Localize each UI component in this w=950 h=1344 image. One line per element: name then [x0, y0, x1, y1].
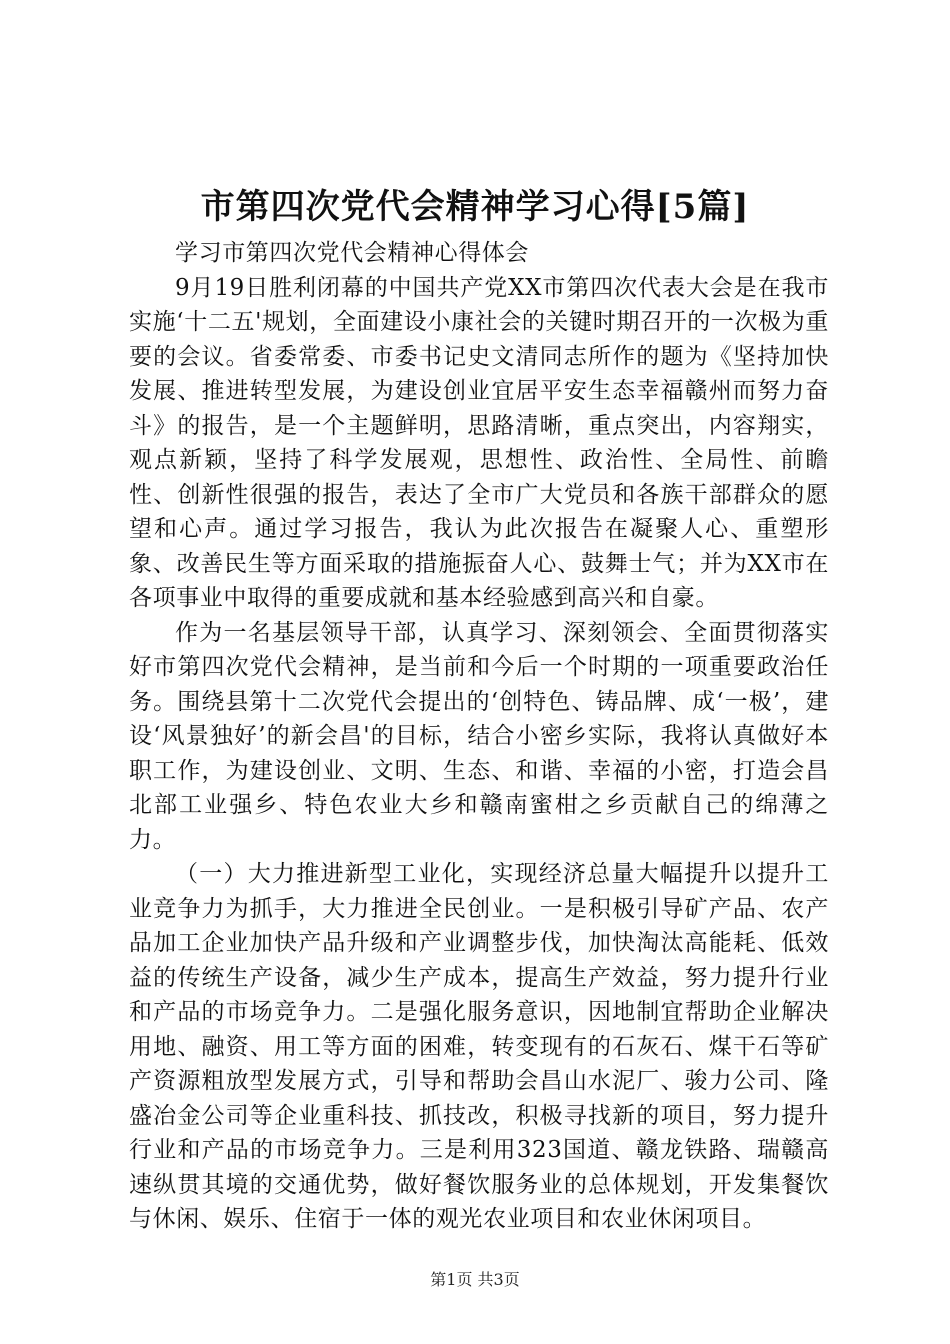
- paragraph-1: 9月19日胜利闭幕的中国共产党XX市第四次代表大会是在我市实施‘十二五'规划，全面建设小康社会的关键时期召开的一次极为重要的会议。省委常委、市委书记史文清同志所作的题为《坚持加快发展、推进转型发展，为建设创业宜居平安生态幸福赣州而努力奋斗》的报告，是一个主题鲜明，思路清晰，重点突出，内容翔实，观点新颖，坚持了科学发展观，思想性、政治性、全局性、前瞻性、创新性很强的报告，表达了全市广大党员和各族干部群众的愿望和心声。通过学习报告，我认为此次报告在凝聚人心、重塑形象、改善民生等方面采取的措施振奋人心、鼓舞士气；并为XX市在各项事业中取得的重要成就和基本经验感到高兴和自豪。: [129, 274, 829, 611]
- paragraph-2: 作为一名基层领导干部，认真学习、深刻领会、全面贯彻落实好市第四次党代会精神，是当前和今后一个时期的一项重要政治任务。围绕县第十二次党代会提出的‘创特色、铸品牌、成‘一极’，建设‘风景独好’的新会昌'的目标，结合小密乡实际，我将认真做好本职工作，为建设创业、文明、生态、和谐、幸福的小密，打造会昌北部工业强乡、特色农业大乡和赣南蜜柑之乡贡献自己的绵薄之力。: [129, 619, 829, 853]
- document-title: 市第四次党代会精神学习心得[5篇]: [200, 187, 750, 227]
- page-footer: 第1页 共3页: [430, 1270, 520, 1289]
- paragraph-3: （一）大力推进新型工业化，实现经济总量大幅提升以提升工业竞争力为抓手，大力推进全民创业。一是积极引导矿产品、农产品加工企业加快产品升级和产业调整步伐，加快淘汰高能耗、低效益的传统生产设备，减少生产成本，提高生产效益，努力提升行业和产品的市场竞争力。二是强化服务意识，因地制宜帮助企业解决用地、融资、用工等方面的困难，转变现有的石灰石、煤干石等矿产资源粗放型发展方式，引导和帮助会昌山水泥厂、骏力公司、隆盛冶金公司等企业重科技、抓技改，积极寻找新的项目，努力提升行业和产品的市场竞争力。三是利用323国道、赣龙铁路、瑞赣高速纵贯其境的交通优势，做好餐饮服务业的总体规划，开发集餐饮与休闲、娱乐、住宿于一体的观光农业项目和农业休闲项目。: [129, 861, 829, 1232]
- paragraph-subtitle: 学习市第四次党代会精神心得体会: [175, 240, 529, 266]
- document-body: [129, 236, 829, 1237]
